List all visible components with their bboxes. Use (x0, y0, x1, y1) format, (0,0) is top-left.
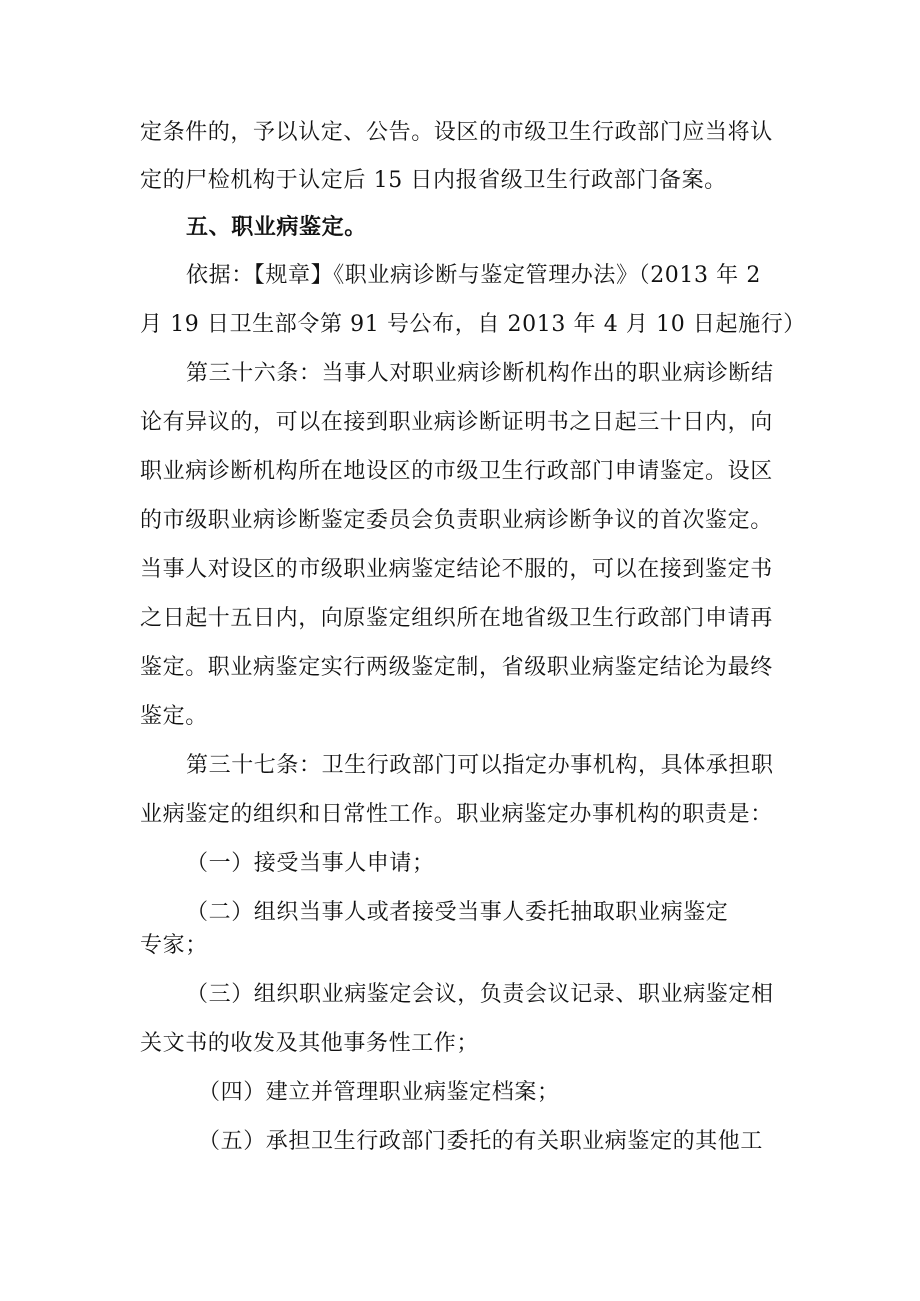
text-line: 定条件的，予以认定、公告。设区的市级卫生行政部门应当将认 (140, 120, 773, 145)
section-heading: 五、职业病鉴定。 (186, 215, 367, 240)
text-line: 专家； (140, 933, 208, 958)
list-item: （一）接受当事人申请； (186, 851, 435, 876)
list-item: （二）组织当事人或者接受当事人委托抽取职业病鉴定 (186, 900, 729, 925)
text-line: 业病鉴定的组织和日常性工作。职业病鉴定办事机构的职责是： (140, 802, 773, 827)
text-line: 的市级职业病诊断鉴定委员会负责职业病诊断争议的首次鉴定。 (140, 508, 773, 533)
text-line: 之日起十五日内，向原鉴定组织所在地省级卫生行政部门申请再 (140, 606, 773, 631)
text-line: 当事人对设区的市级职业病鉴定结论不服的，可以在接到鉴定书 (140, 557, 773, 582)
text-line: 职业病诊断机构所在地设区的市级卫生行政部门申请鉴定。设区 (140, 459, 773, 484)
text-line: 依据：【规章】《职业病诊断与鉴定管理办法》（2013 年 2 (186, 263, 761, 288)
text-line: 鉴定。 (140, 704, 208, 729)
text-line: 论有异议的，可以在接到职业病诊断证明书之日起三十日内，向 (140, 410, 773, 435)
text-line: 第三十六条：当事人对职业病诊断机构作出的职业病诊断结 (186, 361, 774, 386)
text-line: 第三十七条：卫生行政部门可以指定办事机构，具体承担职 (186, 753, 774, 778)
text-line: 月 19 日卫生部令第 91 号公布，自 2013 年 4 月 10 日起施行） (140, 312, 806, 337)
list-item: （三）组织职业病鉴定会议，负责会议记录、职业病鉴定相 (186, 982, 774, 1007)
list-item: （四）建立并管理职业病鉴定档案； (198, 1080, 560, 1105)
list-item: （五）承担卫生行政部门委托的有关职业病鉴定的其他工 (198, 1129, 764, 1154)
text-line: 关文书的收发及其他事务性工作； (140, 1031, 480, 1056)
text-line: 鉴定。职业病鉴定实行两级鉴定制，省级职业病鉴定结论为最终 (140, 655, 773, 680)
text-line: 定的尸检机构于认定后 15 日内报省级卫生行政部门备案。 (140, 168, 727, 193)
